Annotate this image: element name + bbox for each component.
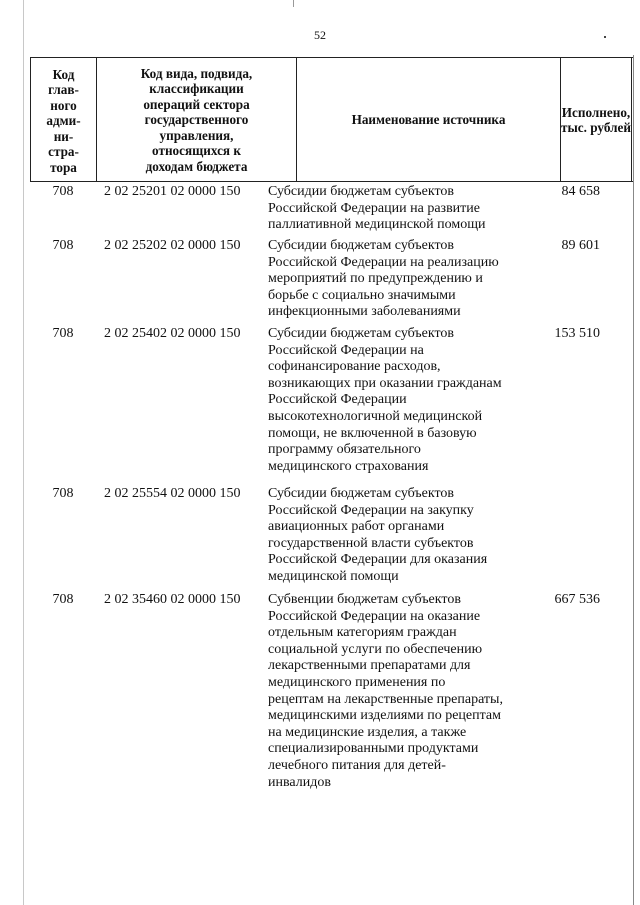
row-source-name: Субсидии бюджетам субъектов Российской Федерации на закупку авиационных работ органами государственной власти субъектов Российской Федерации для оказания медицинской помощи bbox=[268, 486, 488, 584]
header-classification-code: Код вида, подвида, классификации операций сектора государственного управления, относящихся к доходам бюджета bbox=[96, 58, 296, 182]
row-classification-code: 2 02 25201 02 0000 150 bbox=[104, 184, 241, 199]
header-admin-code: Код глав- ного адми- ни- стра- тора bbox=[30, 58, 96, 182]
row-executed: 667 536 bbox=[554, 592, 600, 607]
table-right-border bbox=[633, 55, 634, 905]
scan-mark bbox=[293, 0, 294, 7]
row-classification-code: 2 02 35460 02 0000 150 bbox=[104, 592, 241, 607]
header-executed: Исполнено, тыс. рублей bbox=[560, 58, 632, 182]
row-source-name: Субвенции бюджетам субъектов Российской Федерации на оказание отдельным категориям граждан социальной услуги по обеспечению лекарственными препаратами для медицинского применения по рецептам на лекарственные препараты, медицинскими изделиями по рецептам на медицинские изделия, а также специализированными продуктами лечебного питания для детей- инвалидов bbox=[268, 592, 503, 790]
row-classification-code: 2 02 25554 02 0000 150 bbox=[104, 486, 241, 501]
row-classification-code: 2 02 25202 02 0000 150 bbox=[104, 238, 241, 253]
row-admin-code: 708 bbox=[52, 592, 74, 607]
row-admin-code: 708 bbox=[52, 238, 74, 253]
header-source-name: Наименование источника bbox=[296, 58, 560, 182]
header-bottom-border bbox=[30, 181, 633, 182]
scan-left-edge bbox=[23, 0, 24, 905]
table-header bbox=[30, 58, 632, 182]
page-number: 52 bbox=[314, 28, 326, 42]
row-admin-code: 708 bbox=[52, 184, 74, 199]
row-admin-code: 708 bbox=[52, 486, 74, 501]
row-classification-code: 2 02 25402 02 0000 150 bbox=[104, 326, 241, 341]
row-executed: 84 658 bbox=[561, 184, 600, 199]
row-executed: 153 510 bbox=[554, 326, 600, 341]
row-source-name: Субсидии бюджетам субъектов Российской Федерации на развитие паллиативной медицинской помощи bbox=[268, 184, 486, 233]
row-admin-code: 708 bbox=[52, 326, 74, 341]
row-source-name: Субсидии бюджетам субъектов Российской Федерации на реализацию мероприятий по предупреждению и борьбе с социально значимыми инфекционными заболеваниями bbox=[268, 238, 499, 320]
row-executed: 89 601 bbox=[561, 238, 600, 253]
row-source-name: Субсидии бюджетам субъектов Российской Федерации на софинансирование расходов, возникающих при оказании гражданам Российской Федерации высокотехнологичной медицинской помощи, не включенной в базовую программу обязательного медицинского страхования bbox=[268, 326, 502, 474]
